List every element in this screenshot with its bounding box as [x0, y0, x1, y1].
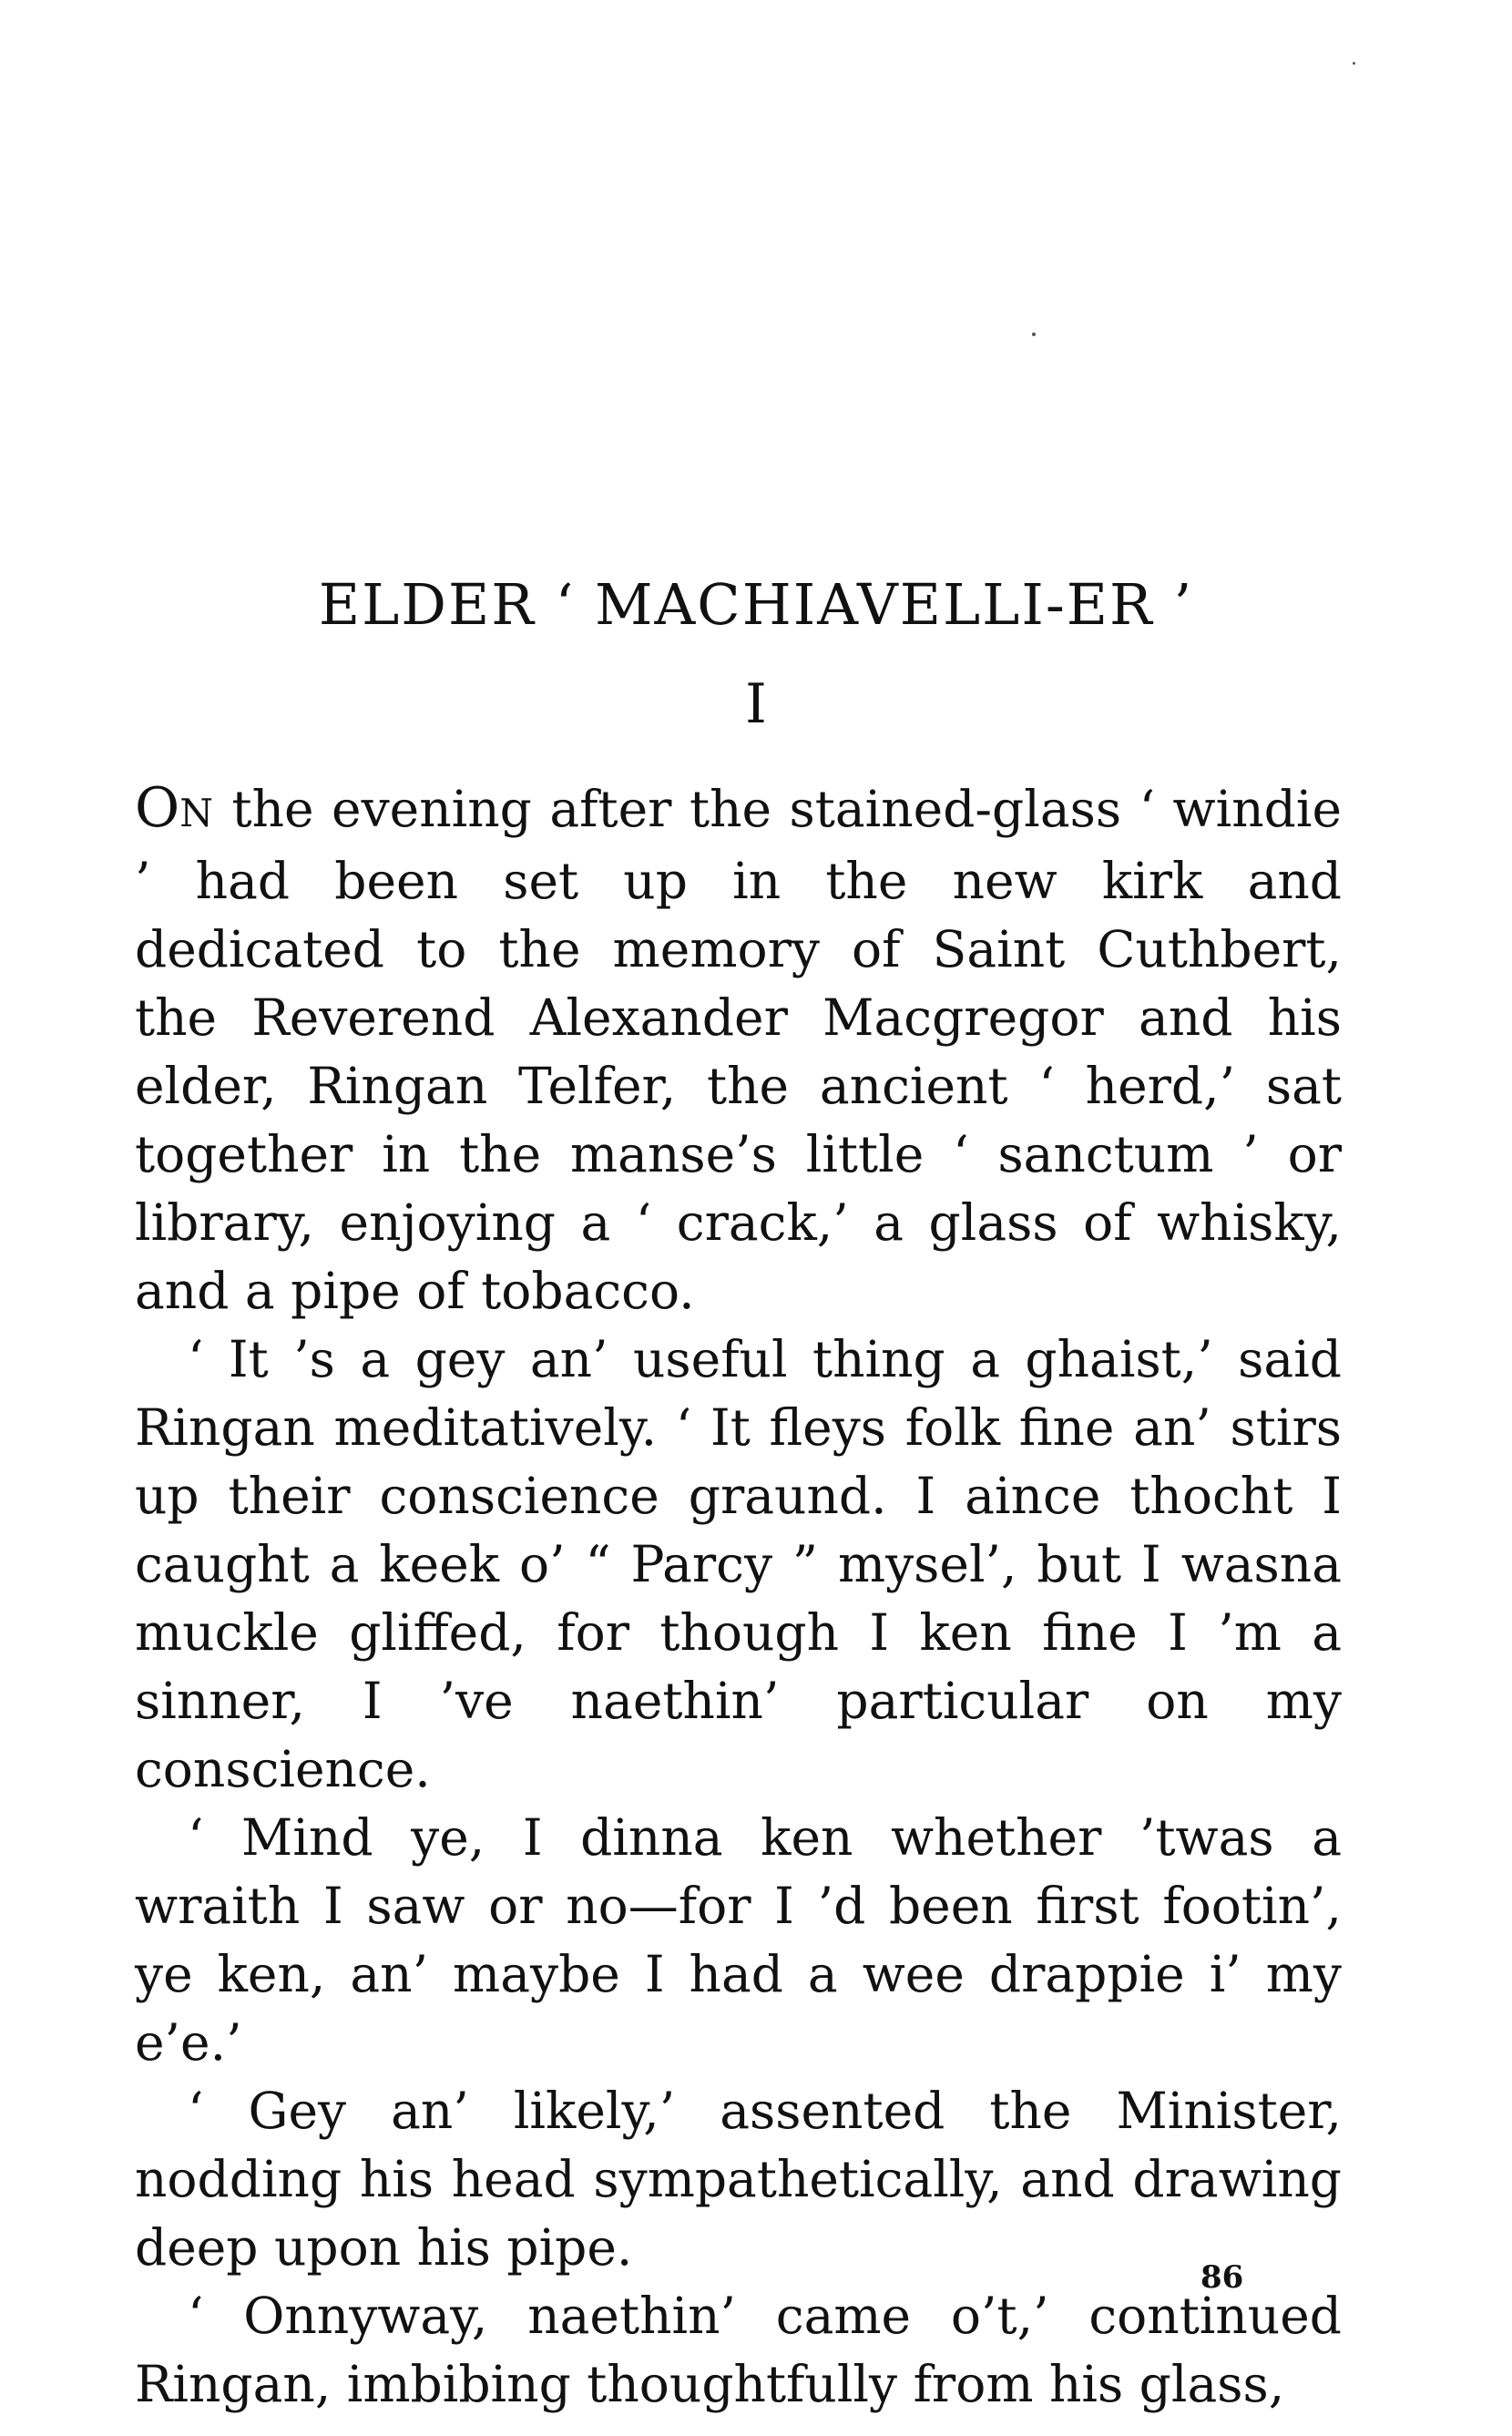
opening-first-word: [135, 776, 214, 840]
chapter-number: I: [745, 672, 767, 736]
paragraph: ‘ Onnyway, naethin’ came o’t,’ continued Ringan, imbibing thoughtfully from his glass,: [135, 2287, 1342, 2413]
paper-speck: [1353, 62, 1355, 65]
paragraph: ‘ It ’s a gey an’ useful thing a ghaist,’ said Ringan meditatively. ‘ It fleys folk fine an’ stirs up their conscience graund. I aince thocht I caught a keek o’ “ Parcy ” mysel’, but I wasna muckle gliffed, for though I ken fine I ’m a sinner, I ’ve naethin’ particular on my conscience.: [135, 1330, 1342, 1798]
opening-drop-letter: O: [135, 776, 180, 840]
paragraph: ‘ Gey an’ likely,’ assented the Minister, nodding his head sympathetically, and drawing deep upon his pipe.: [135, 2082, 1342, 2277]
page-number: 86: [1200, 2259, 1244, 2296]
paragraph: ‘ Mind ye, I dinna ken whether ’twas a wraith I saw or no—for I ’d been first footin’, ye ken, an’ maybe I had a wee drappie i’ my e’e.’: [135, 1808, 1342, 2072]
paper-speck: [1032, 333, 1036, 336]
opening-text: the evening after the stained-glass ‘ windie ’ had been set up in the new kirk and dedicated to the memory of Saint Cuthbert, the Reverend Alexander Macgregor and his elder, Ringan Telfer, the ancient ‘ herd,’ sat together in the manse’s little ‘ sanctum ’ or library, enjoying a ‘ crack,’ a glass of whisky, and a pipe of tobacco.: [135, 780, 1342, 1320]
chapter-title: ELDER ‘ MACHIAVELLI-ER ’: [318, 570, 1194, 638]
opening-small-caps: N: [179, 791, 214, 835]
opening-paragraph: [135, 774, 1342, 1325]
body-text: [135, 774, 1342, 2419]
